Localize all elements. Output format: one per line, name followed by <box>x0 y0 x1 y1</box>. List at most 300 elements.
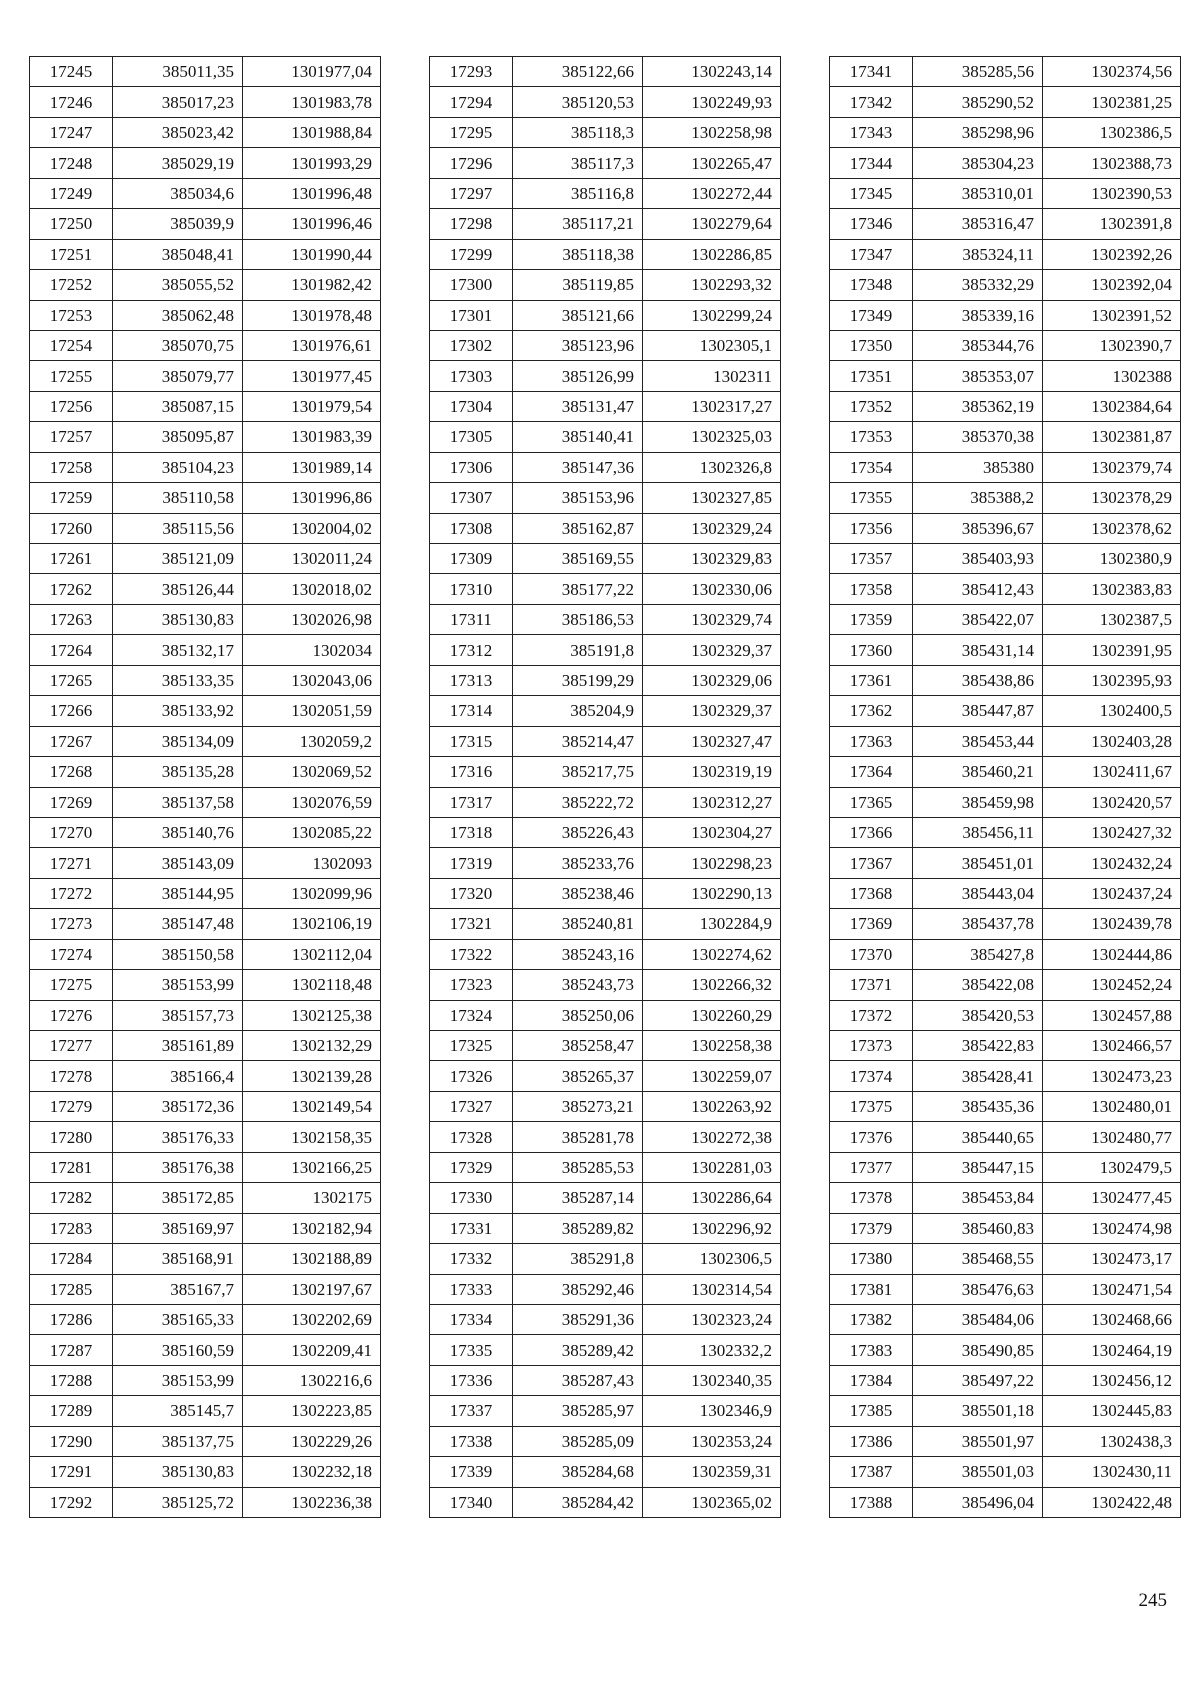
y-coordinate-cell: 1302011,24 <box>243 544 381 574</box>
table-row <box>30 239 381 269</box>
table-row <box>30 848 381 878</box>
x-coordinate-cell: 385396,67 <box>913 513 1043 543</box>
x-coordinate-cell: 385497,22 <box>913 1365 1043 1395</box>
y-coordinate-cell: 1302378,62 <box>1043 513 1181 543</box>
table-row <box>30 1396 381 1426</box>
table-row <box>30 270 381 300</box>
y-coordinate-cell: 1301996,48 <box>243 178 381 208</box>
x-coordinate-cell: 385403,93 <box>913 544 1043 574</box>
table-row <box>30 817 381 847</box>
y-coordinate-cell: 1302197,67 <box>243 1274 381 1304</box>
point-number-cell: 17279 <box>30 1091 113 1121</box>
table-row <box>30 209 381 239</box>
y-coordinate-cell: 1302430,11 <box>1043 1457 1181 1487</box>
point-number-cell: 17356 <box>830 513 913 543</box>
y-coordinate-cell: 1302444,86 <box>1043 939 1181 969</box>
point-number-cell: 17349 <box>830 300 913 330</box>
point-number-cell: 17334 <box>430 1304 513 1334</box>
y-coordinate-cell: 1301993,29 <box>243 148 381 178</box>
point-number-cell: 17342 <box>830 87 913 117</box>
y-coordinate-cell: 1302076,59 <box>243 787 381 817</box>
point-number-cell: 17311 <box>430 604 513 634</box>
table-row <box>830 665 1181 695</box>
x-coordinate-cell: 385233,76 <box>513 848 643 878</box>
table-row <box>830 452 1181 482</box>
table-row <box>430 1335 781 1365</box>
y-coordinate-cell: 1302464,19 <box>1043 1335 1181 1365</box>
point-number-cell: 17251 <box>30 239 113 269</box>
point-number-cell: 17354 <box>830 452 913 482</box>
table-row <box>30 696 381 726</box>
point-number-cell: 17372 <box>830 1000 913 1030</box>
y-coordinate-cell: 1302139,28 <box>243 1061 381 1091</box>
point-number-cell: 17352 <box>830 391 913 421</box>
x-coordinate-cell: 385137,58 <box>113 787 243 817</box>
point-number-cell: 17306 <box>430 452 513 482</box>
point-number-cell: 17246 <box>30 87 113 117</box>
point-number-cell: 17343 <box>830 117 913 147</box>
table-row <box>30 483 381 513</box>
point-number-cell: 17261 <box>30 544 113 574</box>
y-coordinate-cell: 1302216,6 <box>243 1365 381 1395</box>
y-coordinate-cell: 1301977,04 <box>243 57 381 87</box>
point-number-cell: 17272 <box>30 878 113 908</box>
point-number-cell: 17325 <box>430 1031 513 1061</box>
table-row <box>430 1183 781 1213</box>
y-coordinate-cell: 1302263,92 <box>643 1091 781 1121</box>
y-coordinate-cell: 1302422,48 <box>1043 1487 1181 1517</box>
table-row <box>30 1335 381 1365</box>
y-coordinate-cell: 1302106,19 <box>243 909 381 939</box>
x-coordinate-cell: 385476,63 <box>913 1274 1043 1304</box>
y-coordinate-cell: 1301977,45 <box>243 361 381 391</box>
point-number-cell: 17247 <box>30 117 113 147</box>
x-coordinate-cell: 385017,23 <box>113 87 243 117</box>
x-coordinate-cell: 385292,46 <box>513 1274 643 1304</box>
x-coordinate-cell: 385501,97 <box>913 1426 1043 1456</box>
table-row <box>430 483 781 513</box>
point-number-cell: 17299 <box>430 239 513 269</box>
y-coordinate-cell: 1302438,3 <box>1043 1426 1181 1456</box>
y-coordinate-cell: 1302427,32 <box>1043 817 1181 847</box>
y-coordinate-cell: 1302474,98 <box>1043 1213 1181 1243</box>
point-number-cell: 17336 <box>430 1365 513 1395</box>
y-coordinate-cell: 1301996,86 <box>243 483 381 513</box>
point-number-cell: 17293 <box>430 57 513 87</box>
table-row <box>430 909 781 939</box>
x-coordinate-cell: 385496,04 <box>913 1487 1043 1517</box>
y-coordinate-cell: 1302223,85 <box>243 1396 381 1426</box>
point-number-cell: 17358 <box>830 574 913 604</box>
table-row <box>30 1457 381 1487</box>
x-coordinate-cell: 385176,38 <box>113 1152 243 1182</box>
x-coordinate-cell: 385145,7 <box>113 1396 243 1426</box>
x-coordinate-cell: 385258,47 <box>513 1031 643 1061</box>
table-row <box>30 726 381 756</box>
y-coordinate-cell: 1302112,04 <box>243 939 381 969</box>
coordinates-table-3 <box>829 56 1181 1518</box>
point-number-cell: 17361 <box>830 665 913 695</box>
table-row <box>830 726 1181 756</box>
point-number-cell: 17360 <box>830 635 913 665</box>
point-number-cell: 17290 <box>30 1426 113 1456</box>
point-number-cell: 17249 <box>30 178 113 208</box>
point-number-cell: 17318 <box>430 817 513 847</box>
point-number-cell: 17259 <box>30 483 113 513</box>
point-number-cell: 17370 <box>830 939 913 969</box>
table-row <box>430 665 781 695</box>
point-number-cell: 17381 <box>830 1274 913 1304</box>
point-number-cell: 17258 <box>30 452 113 482</box>
point-number-cell: 17270 <box>30 817 113 847</box>
x-coordinate-cell: 385167,7 <box>113 1274 243 1304</box>
point-number-cell: 17320 <box>430 878 513 908</box>
table-row <box>830 1426 1181 1456</box>
y-coordinate-cell: 1302379,74 <box>1043 452 1181 482</box>
point-number-cell: 17300 <box>430 270 513 300</box>
x-coordinate-cell: 385062,48 <box>113 300 243 330</box>
x-coordinate-cell: 385285,56 <box>913 57 1043 87</box>
table-row <box>430 757 781 787</box>
table-row <box>430 1396 781 1426</box>
x-coordinate-cell: 385451,01 <box>913 848 1043 878</box>
x-coordinate-cell: 385380 <box>913 452 1043 482</box>
x-coordinate-cell: 385135,28 <box>113 757 243 787</box>
table-row <box>830 1365 1181 1395</box>
y-coordinate-cell: 1302390,7 <box>1043 330 1181 360</box>
x-coordinate-cell: 385285,97 <box>513 1396 643 1426</box>
y-coordinate-cell: 1302437,24 <box>1043 878 1181 908</box>
x-coordinate-cell: 385169,97 <box>113 1213 243 1243</box>
x-coordinate-cell: 385104,23 <box>113 452 243 482</box>
y-coordinate-cell: 1302311 <box>643 361 781 391</box>
y-coordinate-cell: 1301990,44 <box>243 239 381 269</box>
x-coordinate-cell: 385240,81 <box>513 909 643 939</box>
table-row <box>30 635 381 665</box>
table-row <box>830 117 1181 147</box>
point-number-cell: 17375 <box>830 1091 913 1121</box>
y-coordinate-cell: 1302340,35 <box>643 1365 781 1395</box>
point-number-cell: 17387 <box>830 1457 913 1487</box>
y-coordinate-cell: 1301988,84 <box>243 117 381 147</box>
point-number-cell: 17322 <box>430 939 513 969</box>
y-coordinate-cell: 1302411,67 <box>1043 757 1181 787</box>
y-coordinate-cell: 1301976,61 <box>243 330 381 360</box>
table-row <box>430 817 781 847</box>
y-coordinate-cell: 1302403,28 <box>1043 726 1181 756</box>
table-row <box>430 148 781 178</box>
x-coordinate-cell: 385029,19 <box>113 148 243 178</box>
x-coordinate-cell: 385431,14 <box>913 635 1043 665</box>
table-row <box>30 422 381 452</box>
x-coordinate-cell: 385147,36 <box>513 452 643 482</box>
coordinates-table-body <box>830 57 1181 1518</box>
table-row <box>30 1152 381 1182</box>
table-row <box>830 1304 1181 1334</box>
y-coordinate-cell: 1302387,5 <box>1043 604 1181 634</box>
table-row <box>30 87 381 117</box>
x-coordinate-cell: 385140,41 <box>513 422 643 452</box>
y-coordinate-cell: 1301982,42 <box>243 270 381 300</box>
table-row <box>830 787 1181 817</box>
y-coordinate-cell: 1302202,69 <box>243 1304 381 1334</box>
y-coordinate-cell: 1302229,26 <box>243 1426 381 1456</box>
x-coordinate-cell: 385440,65 <box>913 1122 1043 1152</box>
y-coordinate-cell: 1302391,52 <box>1043 300 1181 330</box>
y-coordinate-cell: 1302374,56 <box>1043 57 1181 87</box>
y-coordinate-cell: 1302468,66 <box>1043 1304 1181 1334</box>
table-row <box>830 87 1181 117</box>
coordinates-table-2 <box>429 56 781 1518</box>
table-row <box>30 117 381 147</box>
point-number-cell: 17327 <box>430 1091 513 1121</box>
point-number-cell: 17262 <box>30 574 113 604</box>
x-coordinate-cell: 385199,29 <box>513 665 643 695</box>
x-coordinate-cell: 385126,44 <box>113 574 243 604</box>
table-row <box>430 1274 781 1304</box>
point-number-cell: 17267 <box>30 726 113 756</box>
point-number-cell: 17376 <box>830 1122 913 1152</box>
table-row <box>430 878 781 908</box>
x-coordinate-cell: 385131,47 <box>513 391 643 421</box>
y-coordinate-cell: 1302388,73 <box>1043 148 1181 178</box>
x-coordinate-cell: 385273,21 <box>513 1091 643 1121</box>
point-number-cell: 17347 <box>830 239 913 269</box>
table-row <box>430 726 781 756</box>
y-coordinate-cell: 1302274,62 <box>643 939 781 969</box>
table-row <box>830 1152 1181 1182</box>
y-coordinate-cell: 1302473,17 <box>1043 1244 1181 1274</box>
point-number-cell: 17296 <box>430 148 513 178</box>
x-coordinate-cell: 385168,91 <box>113 1244 243 1274</box>
x-coordinate-cell: 385160,59 <box>113 1335 243 1365</box>
table-row <box>430 239 781 269</box>
point-number-cell: 17271 <box>30 848 113 878</box>
y-coordinate-cell: 1302272,44 <box>643 178 781 208</box>
y-coordinate-cell: 1302266,32 <box>643 970 781 1000</box>
y-coordinate-cell: 1302284,9 <box>643 909 781 939</box>
point-number-cell: 17286 <box>30 1304 113 1334</box>
y-coordinate-cell: 1302319,19 <box>643 757 781 787</box>
table-row <box>30 1365 381 1395</box>
y-coordinate-cell: 1302188,89 <box>243 1244 381 1274</box>
table-row <box>830 1122 1181 1152</box>
x-coordinate-cell: 385070,75 <box>113 330 243 360</box>
table-row <box>430 1487 781 1517</box>
table-row <box>30 878 381 908</box>
y-coordinate-cell: 1302305,1 <box>643 330 781 360</box>
y-coordinate-cell: 1302439,78 <box>1043 909 1181 939</box>
point-number-cell: 17384 <box>830 1365 913 1395</box>
table-row <box>30 148 381 178</box>
point-number-cell: 17282 <box>30 1183 113 1213</box>
table-row <box>30 1244 381 1274</box>
point-number-cell: 17268 <box>30 757 113 787</box>
table-row <box>830 970 1181 1000</box>
table-row <box>430 209 781 239</box>
table-row <box>430 57 781 87</box>
table-row <box>430 452 781 482</box>
point-number-cell: 17301 <box>430 300 513 330</box>
table-row <box>830 939 1181 969</box>
y-coordinate-cell: 1302166,25 <box>243 1152 381 1182</box>
x-coordinate-cell: 385284,68 <box>513 1457 643 1487</box>
table-row <box>830 330 1181 360</box>
y-coordinate-cell: 1301996,46 <box>243 209 381 239</box>
x-coordinate-cell: 385344,76 <box>913 330 1043 360</box>
table-row <box>830 1031 1181 1061</box>
y-coordinate-cell: 1302296,92 <box>643 1213 781 1243</box>
x-coordinate-cell: 385456,11 <box>913 817 1043 847</box>
y-coordinate-cell: 1302132,29 <box>243 1031 381 1061</box>
table-row <box>430 1426 781 1456</box>
table-row <box>830 817 1181 847</box>
y-coordinate-cell: 1302346,9 <box>643 1396 781 1426</box>
x-coordinate-cell: 385310,01 <box>913 178 1043 208</box>
x-coordinate-cell: 385285,53 <box>513 1152 643 1182</box>
point-number-cell: 17284 <box>30 1244 113 1274</box>
x-coordinate-cell: 385324,11 <box>913 239 1043 269</box>
y-coordinate-cell: 1301979,54 <box>243 391 381 421</box>
table-row <box>830 513 1181 543</box>
y-coordinate-cell: 1302175 <box>243 1183 381 1213</box>
table-row <box>430 391 781 421</box>
table-row <box>830 483 1181 513</box>
y-coordinate-cell: 1302392,26 <box>1043 239 1181 269</box>
y-coordinate-cell: 1301978,48 <box>243 300 381 330</box>
y-coordinate-cell: 1302051,59 <box>243 696 381 726</box>
x-coordinate-cell: 385427,8 <box>913 939 1043 969</box>
y-coordinate-cell: 1302265,47 <box>643 148 781 178</box>
y-coordinate-cell: 1302317,27 <box>643 391 781 421</box>
y-coordinate-cell: 1302452,24 <box>1043 970 1181 1000</box>
y-coordinate-cell: 1302258,38 <box>643 1031 781 1061</box>
x-coordinate-cell: 385501,03 <box>913 1457 1043 1487</box>
x-coordinate-cell: 385484,06 <box>913 1304 1043 1334</box>
y-coordinate-cell: 1302480,01 <box>1043 1091 1181 1121</box>
x-coordinate-cell: 385125,72 <box>113 1487 243 1517</box>
x-coordinate-cell: 385118,38 <box>513 239 643 269</box>
point-number-cell: 17276 <box>30 1000 113 1030</box>
table-row <box>30 330 381 360</box>
y-coordinate-cell: 1302390,53 <box>1043 178 1181 208</box>
y-coordinate-cell: 1302249,93 <box>643 87 781 117</box>
y-coordinate-cell: 1302236,38 <box>243 1487 381 1517</box>
point-number-cell: 17329 <box>430 1152 513 1182</box>
point-number-cell: 17245 <box>30 57 113 87</box>
x-coordinate-cell: 385217,75 <box>513 757 643 787</box>
y-coordinate-cell: 1302209,41 <box>243 1335 381 1365</box>
table-row <box>830 1183 1181 1213</box>
y-coordinate-cell: 1302479,5 <box>1043 1152 1181 1182</box>
x-coordinate-cell: 385172,36 <box>113 1091 243 1121</box>
point-number-cell: 17316 <box>430 757 513 787</box>
table-row <box>30 300 381 330</box>
coordinates-table-body <box>430 57 781 1518</box>
x-coordinate-cell: 385121,66 <box>513 300 643 330</box>
point-number-cell: 17280 <box>30 1122 113 1152</box>
y-coordinate-cell: 1302298,23 <box>643 848 781 878</box>
x-coordinate-cell: 385304,23 <box>913 148 1043 178</box>
point-number-cell: 17310 <box>430 574 513 604</box>
point-number-cell: 17379 <box>830 1213 913 1243</box>
table-row <box>830 178 1181 208</box>
point-number-cell: 17353 <box>830 422 913 452</box>
table-row <box>430 604 781 634</box>
y-coordinate-cell: 1302380,9 <box>1043 544 1181 574</box>
point-number-cell: 17333 <box>430 1274 513 1304</box>
point-number-cell: 17275 <box>30 970 113 1000</box>
y-coordinate-cell: 1302327,85 <box>643 483 781 513</box>
point-number-cell: 17328 <box>430 1122 513 1152</box>
coordinates-table-1 <box>29 56 381 1518</box>
x-coordinate-cell: 385055,52 <box>113 270 243 300</box>
y-coordinate-cell: 1302457,88 <box>1043 1000 1181 1030</box>
table-row <box>430 1213 781 1243</box>
point-number-cell: 17339 <box>430 1457 513 1487</box>
point-number-cell: 17330 <box>430 1183 513 1213</box>
table-row <box>30 452 381 482</box>
table-row <box>830 1000 1181 1030</box>
table-row <box>830 422 1181 452</box>
x-coordinate-cell: 385287,14 <box>513 1183 643 1213</box>
x-coordinate-cell: 385291,8 <box>513 1244 643 1274</box>
y-coordinate-cell: 1302258,98 <box>643 117 781 147</box>
point-number-cell: 17321 <box>430 909 513 939</box>
x-coordinate-cell: 385153,96 <box>513 483 643 513</box>
x-coordinate-cell: 385191,8 <box>513 635 643 665</box>
table-row <box>430 1457 781 1487</box>
x-coordinate-cell: 385116,8 <box>513 178 643 208</box>
table-row <box>430 1152 781 1182</box>
point-number-cell: 17264 <box>30 635 113 665</box>
x-coordinate-cell: 385438,86 <box>913 665 1043 695</box>
table-row <box>30 1487 381 1517</box>
y-coordinate-cell: 1302279,64 <box>643 209 781 239</box>
table-row <box>430 117 781 147</box>
table-row <box>30 939 381 969</box>
y-coordinate-cell: 1302329,24 <box>643 513 781 543</box>
y-coordinate-cell: 1302420,57 <box>1043 787 1181 817</box>
point-number-cell: 17344 <box>830 148 913 178</box>
x-coordinate-cell: 385130,83 <box>113 604 243 634</box>
y-coordinate-cell: 1302432,24 <box>1043 848 1181 878</box>
point-number-cell: 17314 <box>430 696 513 726</box>
point-number-cell: 17365 <box>830 787 913 817</box>
x-coordinate-cell: 385370,38 <box>913 422 1043 452</box>
table-row <box>830 1487 1181 1517</box>
y-coordinate-cell: 1302034 <box>243 635 381 665</box>
table-row <box>830 544 1181 574</box>
table-row <box>30 665 381 695</box>
table-row <box>30 391 381 421</box>
y-coordinate-cell: 1302329,37 <box>643 696 781 726</box>
x-coordinate-cell: 385420,53 <box>913 1000 1043 1030</box>
table-row <box>30 970 381 1000</box>
y-coordinate-cell: 1302293,32 <box>643 270 781 300</box>
point-number-cell: 17315 <box>430 726 513 756</box>
point-number-cell: 17331 <box>430 1213 513 1243</box>
table-row <box>430 635 781 665</box>
table-row <box>30 1304 381 1334</box>
y-coordinate-cell: 1302085,22 <box>243 817 381 847</box>
table-row <box>430 544 781 574</box>
table-row <box>30 1213 381 1243</box>
table-row <box>830 1457 1181 1487</box>
table-row <box>30 1122 381 1152</box>
y-coordinate-cell: 1302306,5 <box>643 1244 781 1274</box>
y-coordinate-cell: 1302329,37 <box>643 635 781 665</box>
